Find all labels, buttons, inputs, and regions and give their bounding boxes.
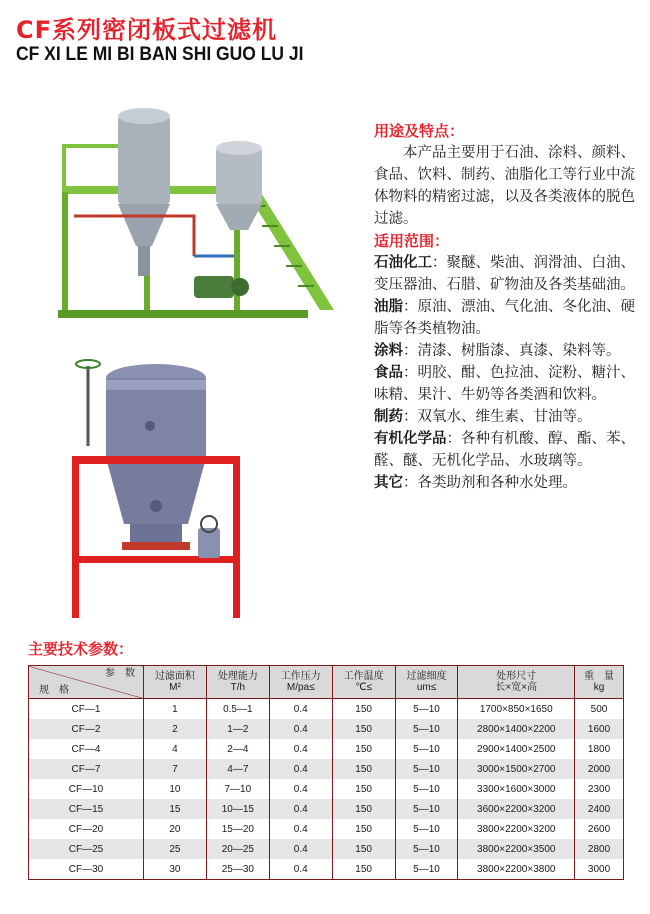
capacity-cell: 1—2 xyxy=(206,719,269,739)
pressure-header: 工作压力 M/pa≤ xyxy=(269,666,332,699)
area-cell: 25 xyxy=(144,839,207,859)
pressure-cell: 0.4 xyxy=(269,819,332,839)
area-header: 过滤面积 M² xyxy=(144,666,207,699)
capacity-cell: 4—7 xyxy=(206,759,269,779)
area-cell: 2 xyxy=(144,719,207,739)
dims-header: 处形尺寸 长×宽×高 xyxy=(458,666,575,699)
area-cell: 20 xyxy=(144,819,207,839)
area-cell: 4 xyxy=(144,739,207,759)
temp-cell: 150 xyxy=(332,739,395,759)
weight-cell: 2400 xyxy=(575,799,624,819)
scope-item xyxy=(374,362,636,406)
product-photo-red-stand xyxy=(70,356,242,620)
scope-item-text: ：各类助剂和各种水处理。 xyxy=(403,475,577,491)
dims-cell: 3800×2200×3500 xyxy=(458,839,575,859)
temp-cell: 150 xyxy=(332,759,395,779)
page-title: CF系列密闭板式过滤机 xyxy=(16,16,278,44)
model-cell: CF—4 xyxy=(29,739,144,759)
dims-cell: 2800×1400×2200 xyxy=(458,719,575,739)
area-cell: 7 xyxy=(144,759,207,779)
scope-heading: 适用范围： xyxy=(374,232,450,250)
specs-table xyxy=(28,665,624,880)
scope-item xyxy=(374,428,636,472)
weight-header: 重 量 kg xyxy=(575,666,624,699)
pressure-cell: 0.4 xyxy=(269,779,332,799)
scope-item xyxy=(374,472,636,494)
scope-item xyxy=(374,340,636,362)
scope-item-key: 其它 xyxy=(374,475,403,491)
scope-item-text: ：聚醚、柴油、润滑油、白油、变压器油、石腊、矿物油及各类基础油。 xyxy=(374,255,635,293)
scope-item-text: ：明胶、酣、色拉油、淀粉、糖汁、味精、果汁、牛奶等各类酒和饮料。 xyxy=(374,365,635,403)
weight-cell: 1600 xyxy=(575,719,624,739)
model-cell: CF—10 xyxy=(29,779,144,799)
scope-item-key: 有机化学品 xyxy=(374,431,447,447)
scope-item-text: ：各种有机酸、醇、酯、苯、醛、醚、无机化学品、水玻璃等。 xyxy=(374,431,635,469)
fineness-cell: 5—10 xyxy=(395,759,458,779)
capacity-cell: 20—25 xyxy=(206,839,269,859)
model-cell: CF—30 xyxy=(29,859,144,880)
temp-cell: 150 xyxy=(332,859,395,880)
scope-item-text: ：清漆、树脂漆、真漆、染料等。 xyxy=(403,343,621,359)
weight-cell: 2300 xyxy=(575,779,624,799)
area-cell: 15 xyxy=(144,799,207,819)
capacity-cell: 10—15 xyxy=(206,799,269,819)
scope-item xyxy=(374,252,636,296)
scope-item-key: 食品 xyxy=(374,365,403,381)
temp-cell: 150 xyxy=(332,839,395,859)
pressure-cell: 0.4 xyxy=(269,839,332,859)
scope-item-key: 油脂 xyxy=(374,299,403,315)
table-row xyxy=(29,819,624,839)
scope-item-key: 制药 xyxy=(374,409,403,425)
weight-cell: 2800 xyxy=(575,839,624,859)
param-model-header xyxy=(29,666,144,699)
model-cell: CF—15 xyxy=(29,799,144,819)
table-row xyxy=(29,699,624,720)
specs-title: 主要技术参数： xyxy=(28,640,134,658)
model-header: 规 格 xyxy=(39,685,69,696)
temp-cell: 150 xyxy=(332,779,395,799)
fineness-cell: 5—10 xyxy=(395,819,458,839)
specs-header-row xyxy=(29,666,624,699)
fineness-cell: 5—10 xyxy=(395,839,458,859)
specs-body xyxy=(29,699,624,880)
fineness-cell: 5—10 xyxy=(395,699,458,720)
weight-cell: 1800 xyxy=(575,739,624,759)
capacity-cell: 25—30 xyxy=(206,859,269,880)
pressure-cell: 0.4 xyxy=(269,739,332,759)
pressure-cell: 0.4 xyxy=(269,799,332,819)
model-cell: CF—7 xyxy=(29,759,144,779)
capacity-cell: 7—10 xyxy=(206,779,269,799)
temp-cell: 150 xyxy=(332,699,395,720)
pressure-cell: 0.4 xyxy=(269,719,332,739)
table-row xyxy=(29,799,624,819)
features-heading: 用途及特点： xyxy=(374,122,465,140)
fineness-cell: 5—10 xyxy=(395,779,458,799)
scope-item-key: 石油化工 xyxy=(374,255,432,271)
table-row xyxy=(29,719,624,739)
fineness-cell: 5—10 xyxy=(395,859,458,880)
fineness-header: 过滤细度 um≤ xyxy=(395,666,458,699)
table-row xyxy=(29,739,624,759)
features-text: 本产品主要用于石油、涂料、颜料、食品、饮料、制药、油脂化工等行业中流体物料的精密过滤，以及各类液体的脱色过滤。 xyxy=(374,145,635,227)
dims-cell: 3600×2200×3200 xyxy=(458,799,575,819)
dims-cell: 3300×1600×3000 xyxy=(458,779,575,799)
model-cell: CF—25 xyxy=(29,839,144,859)
table-row xyxy=(29,779,624,799)
scope-item-text: ：双氧水、维生素、甘油等。 xyxy=(403,409,592,425)
pressure-cell: 0.4 xyxy=(269,699,332,720)
capacity-cell: 15—20 xyxy=(206,819,269,839)
fineness-cell: 5—10 xyxy=(395,799,458,819)
weight-cell: 3000 xyxy=(575,859,624,880)
temp-header: 工作温度 ℃≤ xyxy=(332,666,395,699)
area-cell: 10 xyxy=(144,779,207,799)
area-cell: 30 xyxy=(144,859,207,880)
temp-cell: 150 xyxy=(332,719,395,739)
model-cell: CF—2 xyxy=(29,719,144,739)
page-subtitle: CF XI LE MI BI BAN SHI GUO LU JI xyxy=(16,44,304,65)
pressure-cell: 0.4 xyxy=(269,759,332,779)
param-header: 参 数 xyxy=(105,668,135,679)
description-panel xyxy=(374,120,636,494)
table-row xyxy=(29,859,624,880)
dims-cell: 3800×2200×3800 xyxy=(458,859,575,880)
weight-cell: 2600 xyxy=(575,819,624,839)
weight-cell: 500 xyxy=(575,699,624,720)
scope-item xyxy=(374,406,636,428)
table-row xyxy=(29,839,624,859)
scope-item xyxy=(374,296,636,340)
dims-cell: 2900×1400×2500 xyxy=(458,739,575,759)
fineness-cell: 5—10 xyxy=(395,739,458,759)
dims-cell: 3800×2200×3200 xyxy=(458,819,575,839)
dims-cell: 1700×850×1650 xyxy=(458,699,575,720)
scope-item-key: 涂料 xyxy=(374,343,403,359)
fineness-cell: 5—10 xyxy=(395,719,458,739)
model-cell: CF—20 xyxy=(29,819,144,839)
temp-cell: 150 xyxy=(332,799,395,819)
product-photo-frame-unit xyxy=(44,96,346,324)
capacity-header: 处理能力 T/h xyxy=(206,666,269,699)
capacity-cell: 0.5—1 xyxy=(206,699,269,720)
scope-item-text: ：原油、漂油、气化油、冬化油、硬脂等各类植物油。 xyxy=(374,299,635,337)
area-cell: 1 xyxy=(144,699,207,720)
dims-cell: 3000×1500×2700 xyxy=(458,759,575,779)
table-row xyxy=(29,759,624,779)
temp-cell: 150 xyxy=(332,819,395,839)
model-cell: CF—1 xyxy=(29,699,144,720)
weight-cell: 2000 xyxy=(575,759,624,779)
capacity-cell: 2—4 xyxy=(206,739,269,759)
pressure-cell: 0.4 xyxy=(269,859,332,880)
